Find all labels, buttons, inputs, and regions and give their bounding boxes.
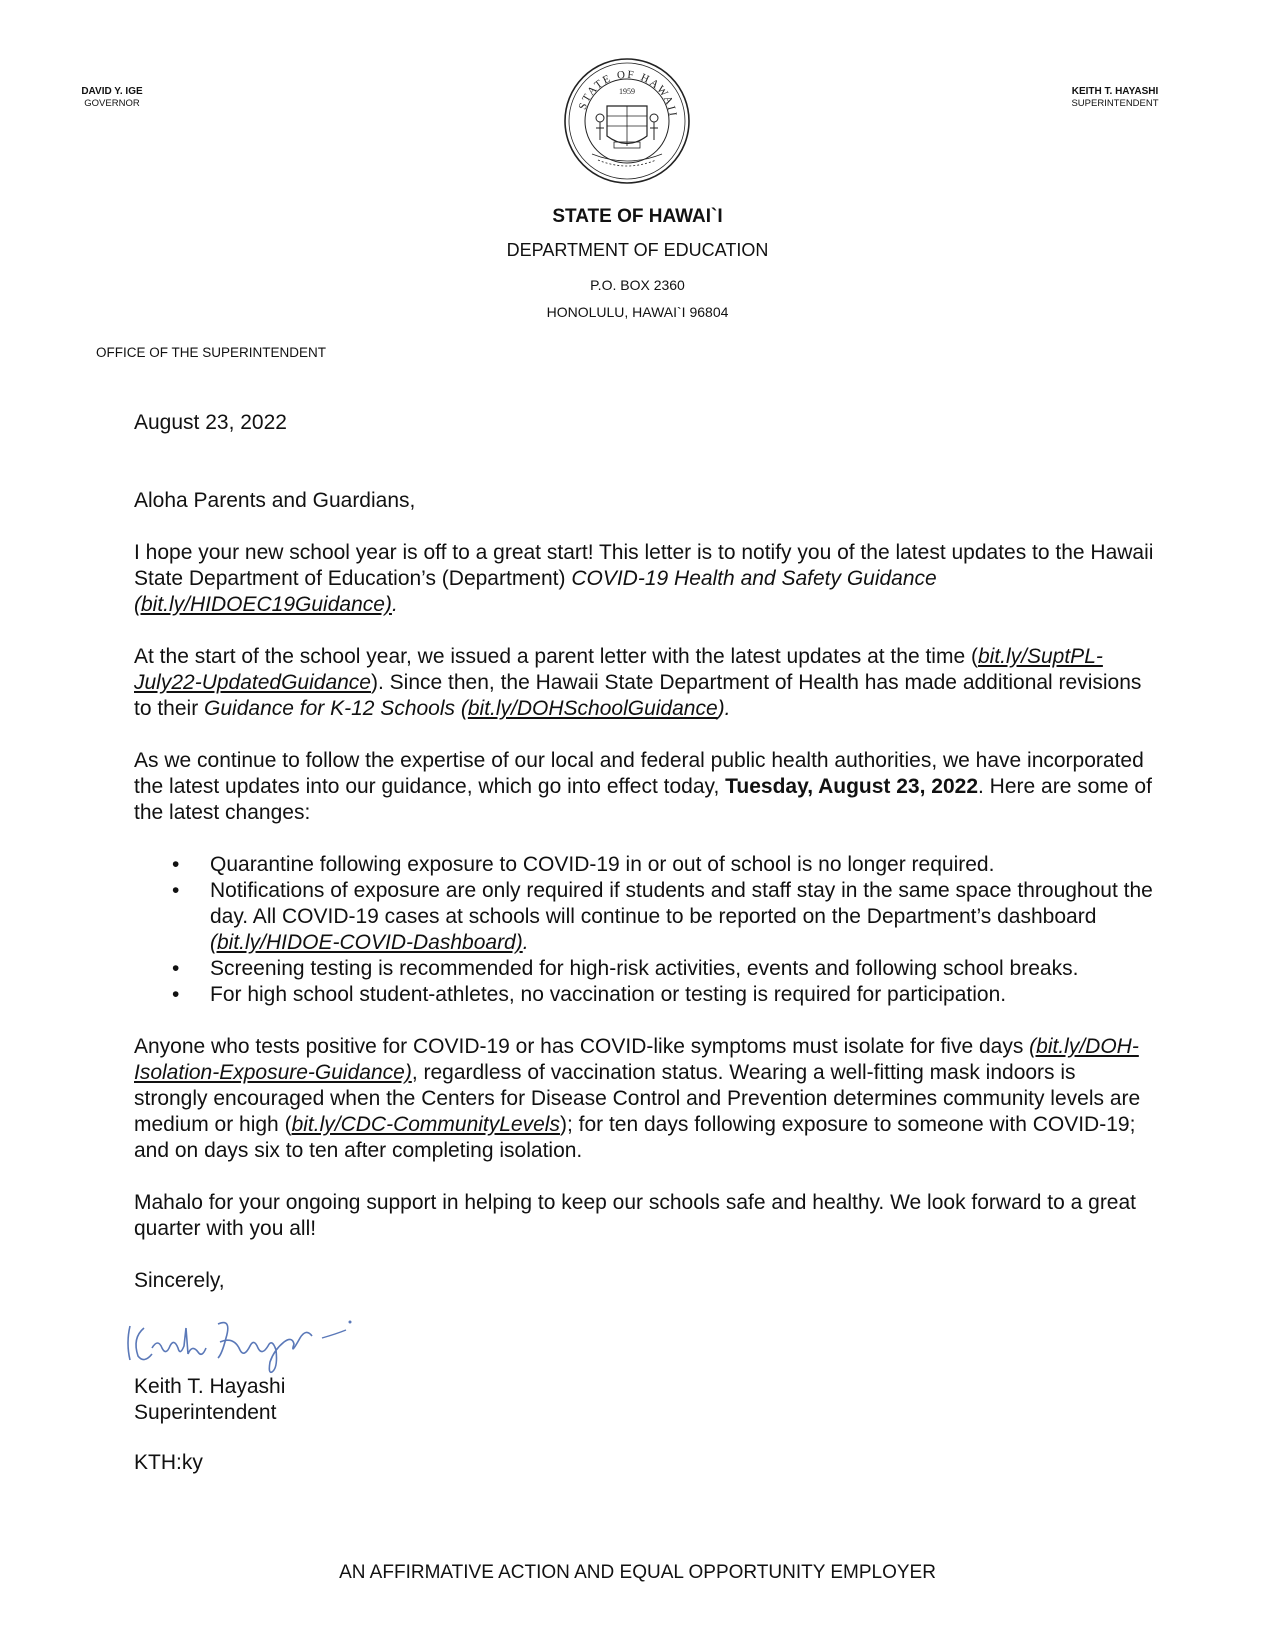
superintendent-block [1050, 86, 1180, 109]
governor-name: DAVID Y. IGE [81, 86, 143, 97]
greeting: Aloha Parents and Guardians, [134, 489, 416, 512]
link-cdc-levels[interactable]: bit.ly/CDC-CommunityLevels [291, 1113, 560, 1136]
city-address: HONOLULU, HAWAI`I 96804 [546, 304, 729, 320]
closing: Sincerely, [134, 1269, 225, 1292]
state-heading: STATE OF HAWAI`I [552, 206, 723, 227]
p3-end: . Here are some of the latest changes: [134, 775, 1152, 824]
superintendent-name: KEITH T. HAYASHI [1071, 86, 1159, 97]
p2-end: ). [717, 697, 731, 720]
changes-list [134, 852, 1154, 1008]
signature-image [122, 1298, 362, 1374]
letter-body [134, 410, 1154, 1476]
footer-statement: AN AFFIRMATIVE ACTION AND EQUAL OPPORTUNITY EMPLOYER [339, 1562, 936, 1583]
p4-text3: ); for ten days following exposure to someone with COVID-19; and on days six to ten after completing isolation. [134, 1113, 1136, 1162]
link-doh-isolation[interactable]: (bit.ly/DOH-Isolation-Exposure-Guidance) [134, 1035, 1139, 1084]
svg-text:STATE OF HAWAII: STATE OF HAWAII [576, 68, 679, 119]
initials: KTH:ky [134, 1451, 203, 1474]
b2-end: . [522, 931, 529, 954]
list-item: • For high school student-athletes, no vaccination or testing is required for participation. [210, 982, 1154, 1008]
link-supt-letter[interactable]: bit.ly/SuptPL-July22-UpdatedGuidance [134, 645, 1103, 694]
link-covid-dashboard[interactable]: (bit.ly/HIDOE-COVID-Dashboard) [210, 931, 523, 954]
superintendent-title: SUPERINTENDENT [1071, 98, 1159, 109]
office-label: OFFICE OF THE SUPERINTENDENT [96, 345, 327, 360]
link-doh-school-guidance[interactable]: bit.ly/DOHSchoolGuidance [467, 697, 718, 720]
list-item: • Quarantine following exposure to COVID-19 in or out of school is no longer required. [210, 852, 1154, 878]
signer-name: Keith T. Hayashi [134, 1375, 286, 1398]
department-heading: DEPARTMENT OF EDUCATION [506, 240, 769, 260]
list-item [210, 878, 1154, 956]
po-box: P.O. BOX 2360 [590, 277, 685, 293]
p2-italic: Guidance for K-12 Schools ( [204, 697, 468, 720]
p4-text2: , regardless of vaccination status. Wearing a well-fitting mask indoors is strongly encouraged when the Centers for Disease Control and Prevention determines community levels are medium or high ( [134, 1061, 1141, 1136]
svg-text:1959: 1959 [619, 87, 635, 96]
governor-title: GOVERNOR [84, 98, 140, 109]
governor-block [72, 86, 152, 109]
paragraph-isolation [134, 1034, 1154, 1164]
paragraph-changes-intro [134, 748, 1154, 826]
state-seal-logo [562, 56, 692, 186]
link-hidoe-guidance[interactable]: (bit.ly/HIDOEC19Guidance) [134, 593, 392, 616]
p1-end: . [391, 593, 398, 616]
p1-italic: COVID-19 Health and Safety Guidance [571, 567, 937, 590]
paragraph-intro [134, 540, 1154, 618]
paragraph-updates [134, 644, 1154, 722]
signer-title: Superintendent [134, 1401, 277, 1424]
paragraph-mahalo: Mahalo for your ongoing support in helping to keep our schools safe and healthy. We look forward to a great quarter with you all! [134, 1191, 1137, 1240]
p1-text: I hope your new school year is off to a great start! This letter is to notify you of the latest updates to the Hawaii State Department of Education’s (Department) [134, 541, 1154, 590]
list-item: • Screening testing is recommended for high-risk activities, events and following school breaks. [210, 956, 1154, 982]
p2-text1: At the start of the school year, we issued a parent letter with the latest updates at the time ( [134, 645, 978, 668]
p2-text2: ). Since then, the Hawaii State Department of Health has made additional revisions to their [134, 671, 1142, 720]
letter-date: August 23, 2022 [134, 411, 287, 434]
p3-text: As we continue to follow the expertise of our local and federal public health authorities, we have incorporated the latest updates into our guidance, which go into effect today, [134, 749, 1144, 798]
p4-text1: Anyone who tests positive for COVID-19 or has COVID-like symptoms must isolate for five days [134, 1035, 1030, 1058]
b2-text: Notifications of exposure are only required if students and staff stay in the same space throughout the day. All COVID-19 cases at schools will continue to be reported on the Department’s dashboard [210, 879, 1153, 928]
p3-bold-date: Tuesday, August 23, 2022 [725, 775, 978, 798]
